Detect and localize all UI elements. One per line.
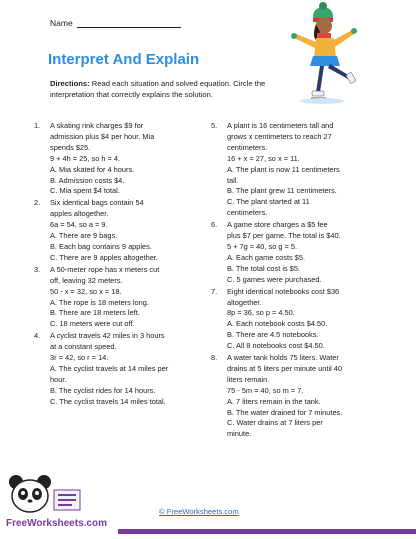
question-1 [34,121,200,197]
option-c[interactable]: C. There are 9 apples altogether. [50,252,158,262]
ice-skater-illustration [286,0,366,108]
question-line: spends $25. [50,142,91,152]
question-line: Eight identical notebooks cost $36 [227,286,340,296]
option-c-cont[interactable]: centimeters. [227,208,268,218]
logo-wordmark: FreeWorksheets.com [6,518,107,529]
question-body [50,121,200,197]
question-7 [211,287,381,352]
question-3 [34,265,200,330]
directions-label: Directions: [50,79,90,88]
option-b[interactable]: B. There are 18 meters left. [50,308,140,318]
option-a[interactable]: A. Mia skated for 4 hours. [50,164,135,174]
option-b[interactable]: B. Admission costs $4. [50,175,125,185]
question-body [50,198,200,263]
question-line: at a constant speed. [50,342,117,352]
question-line: A water tank holds 75 liters. Water [227,353,339,363]
question-6 [211,220,381,285]
question-line: altogether. [227,297,262,307]
option-c[interactable]: C. Water drains at 7 liters per [227,418,323,428]
option-c-cont[interactable]: minute. [227,429,252,439]
option-c[interactable]: C. 18 meters were cut off. [50,319,135,329]
question-line: liters remain. [227,374,270,384]
question-line: A 50-meter rope has x meters cut [50,264,160,274]
option-b[interactable]: B. Each bag contains 9 apples. [50,241,152,251]
question-body [50,265,200,330]
name-label: Name [50,18,73,28]
option-a[interactable]: A. The plant is now 11 centimeters [227,164,340,174]
question-line: apples altogether. [50,209,109,219]
footer-bar [118,529,416,534]
option-a[interactable]: A. The cyclist travels at 14 miles per [50,363,169,373]
question-8 [211,353,381,440]
question-number: 8. [211,353,218,363]
question-line: A game store charges a $5 fee [227,220,328,230]
question-line: A skating rink charges $9 for [50,121,144,130]
question-line: A cyclist travels 42 miles in 3 hours [50,331,165,341]
page-title: Interpret And Explain [48,51,200,68]
equation: 3r = 42, so r = 14. [50,353,109,363]
question-line: A plant is 16 centimeters tall and [227,121,334,130]
freeworksheets-logo [4,472,128,534]
question-line: off, leaving 32 meters. [50,275,123,285]
question-line: Six identical bags contain 54 [50,198,144,208]
copyright-link[interactable]: © FreeWorksheets.com [159,507,239,516]
option-c[interactable]: C. All 8 notebooks cost $4.50. [227,341,325,351]
question-number: 2. [34,198,41,208]
option-c[interactable]: C. Mia spent $4 total. [50,186,120,196]
equation: 8p = 36, so p = 4.50. [227,308,295,318]
equation: 9 + 4h = 25, so h = 4. [50,153,121,163]
name-line [77,19,181,28]
question-2 [34,198,200,263]
question-line: centimeters. [227,142,268,152]
equation: 16 + x = 27, so x = 11. [227,153,300,163]
left-column [34,121,200,409]
question-line: grows x centimeters to reach 27 [227,131,332,141]
option-a[interactable]: A. There are 9 bags. [50,231,118,241]
question-number: 7. [211,286,218,296]
question-line: admission plus $4 per hour. Mia [50,131,155,141]
question-line: plus $7 per game. The total is $40. [227,231,341,241]
question-number: 5. [211,121,218,130]
option-a-cont[interactable]: hour. [50,374,67,384]
equation: 50 - x = 32, so x = 18. [50,286,122,296]
equation: 6a = 54, so a = 9. [50,220,108,230]
option-c[interactable]: C. The plant started at 11 [227,197,310,207]
option-b[interactable]: B. There are 4.5 notebooks. [227,330,319,340]
name-row [50,18,181,28]
option-b[interactable]: B. The total cost is $5. [227,263,300,273]
equation: 75 - 5m = 40, so m = 7. [227,385,304,395]
option-a[interactable]: A. Each notebook costs $4.50. [227,319,328,329]
question-body [227,220,381,285]
option-a[interactable]: A. The rope is 18 meters long. [50,297,149,307]
directions-text: Read each situation and solved equation. Circle the interpretation that correctly explains the solution. [50,79,266,99]
question-5 [211,121,381,219]
option-b[interactable]: B. The water drained for 7 minutes. [227,407,343,417]
question-4 [34,331,200,407]
question-number: 1. [34,121,41,130]
option-a-cont[interactable]: tall. [227,175,239,185]
option-b[interactable]: B. The cyclist rides for 14 hours. [50,385,156,395]
question-line: drains at 5 liters per minute until 40 [227,363,343,373]
question-number: 3. [34,264,41,274]
option-c[interactable]: C. 5 games were purchased. [227,274,322,284]
question-body [227,353,381,440]
directions [50,78,298,100]
right-column [211,121,381,441]
question-body [50,331,200,407]
option-a[interactable]: A. 7 liters remain in the tank. [227,396,321,406]
question-body [227,287,381,352]
question-number: 6. [211,220,218,230]
equation: 5 + 7g = 40, so g = 5. [227,241,298,251]
option-a[interactable]: A. Each game costs $5. [227,252,306,262]
option-b[interactable]: B. The plant grew 11 centimeters. [227,186,337,196]
question-number: 4. [34,331,41,341]
question-body [227,121,381,219]
option-c[interactable]: C. The cyclist travels 14 miles total. [50,396,166,406]
